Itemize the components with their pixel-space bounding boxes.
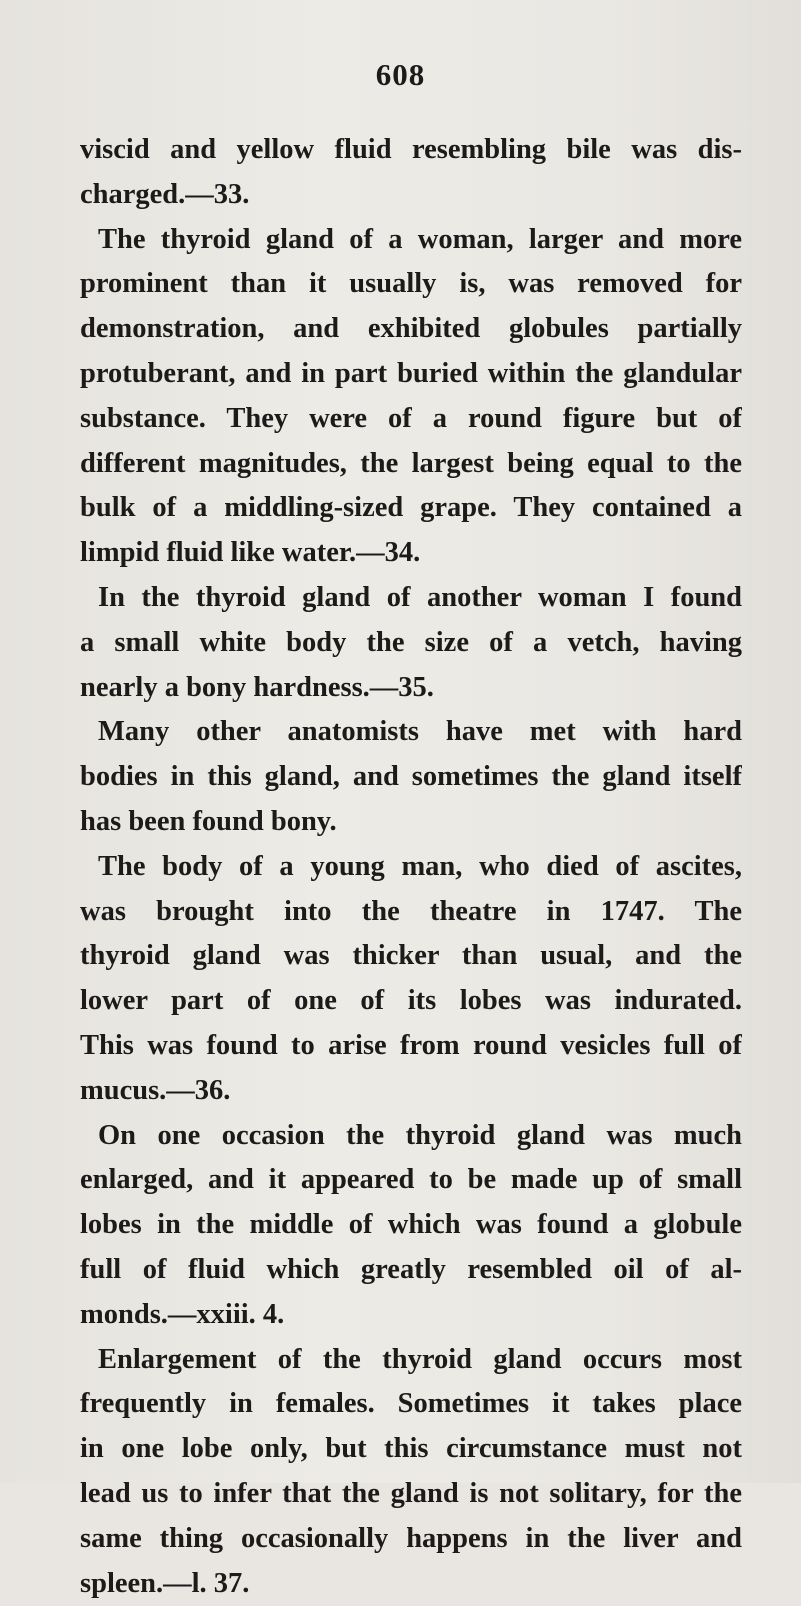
text-line: demonstration, and exhibited globules partially bbox=[80, 307, 742, 352]
text-line: monds.—xxiii. 4. bbox=[80, 1293, 742, 1338]
text-line: has been found bony. bbox=[80, 800, 742, 845]
text-line: spleen.—l. 37. bbox=[80, 1562, 742, 1606]
text-line: charged.—33. bbox=[80, 173, 742, 218]
text-line: frequently in females. Sometimes it takes place bbox=[80, 1382, 742, 1427]
text-line: viscid and yellow fluid resembling bile was dis- bbox=[80, 128, 742, 173]
text-line: The thyroid gland of a woman, larger and more bbox=[80, 218, 742, 263]
text-line: a small white body the size of a vetch, having bbox=[80, 621, 742, 666]
text-line: The body of a young man, who died of ascites, bbox=[80, 845, 742, 890]
text-line: protuberant, and in part buried within the glandular bbox=[80, 352, 742, 397]
text-line: Many other anatomists have met with hard bbox=[80, 710, 742, 755]
text-line: substance. They were of a round figure but of bbox=[80, 397, 742, 442]
text-line: lead us to infer that the gland is not solitary, for the bbox=[80, 1472, 742, 1517]
text-line: mucus.—36. bbox=[80, 1069, 742, 1114]
text-line: full of fluid which greatly resembled oil of al- bbox=[80, 1248, 742, 1293]
text-line: limpid fluid like water.—34. bbox=[80, 531, 742, 576]
text-line: enlarged, and it appeared to be made up of small bbox=[80, 1158, 742, 1203]
text-line: This was found to arise from round vesicles full of bbox=[80, 1024, 742, 1069]
body-text bbox=[80, 128, 742, 1606]
text-line: same thing occasionally happens in the liver and bbox=[80, 1517, 742, 1562]
text-line: nearly a bony hardness.—35. bbox=[80, 666, 742, 711]
text-line: Enlargement of the thyroid gland occurs most bbox=[80, 1338, 742, 1383]
text-line: was brought into the theatre in 1747. The bbox=[80, 890, 742, 935]
text-line: lobes in the middle of which was found a globule bbox=[80, 1203, 742, 1248]
text-line: bodies in this gland, and sometimes the gland itself bbox=[80, 755, 742, 800]
text-line: in one lobe only, but this circumstance must not bbox=[80, 1427, 742, 1472]
text-line: prominent than it usually is, was removed for bbox=[80, 262, 742, 307]
text-line: bulk of a middling-sized grape. They contained a bbox=[80, 486, 742, 531]
page-number: 608 bbox=[0, 57, 801, 93]
text-line: different magnitudes, the largest being equal to the bbox=[80, 442, 742, 487]
text-line: lower part of one of its lobes was indurated. bbox=[80, 979, 742, 1024]
text-line: thyroid gland was thicker than usual, and the bbox=[80, 934, 742, 979]
text-line: In the thyroid gland of another woman I found bbox=[80, 576, 742, 621]
text-line: On one occasion the thyroid gland was much bbox=[80, 1114, 742, 1159]
